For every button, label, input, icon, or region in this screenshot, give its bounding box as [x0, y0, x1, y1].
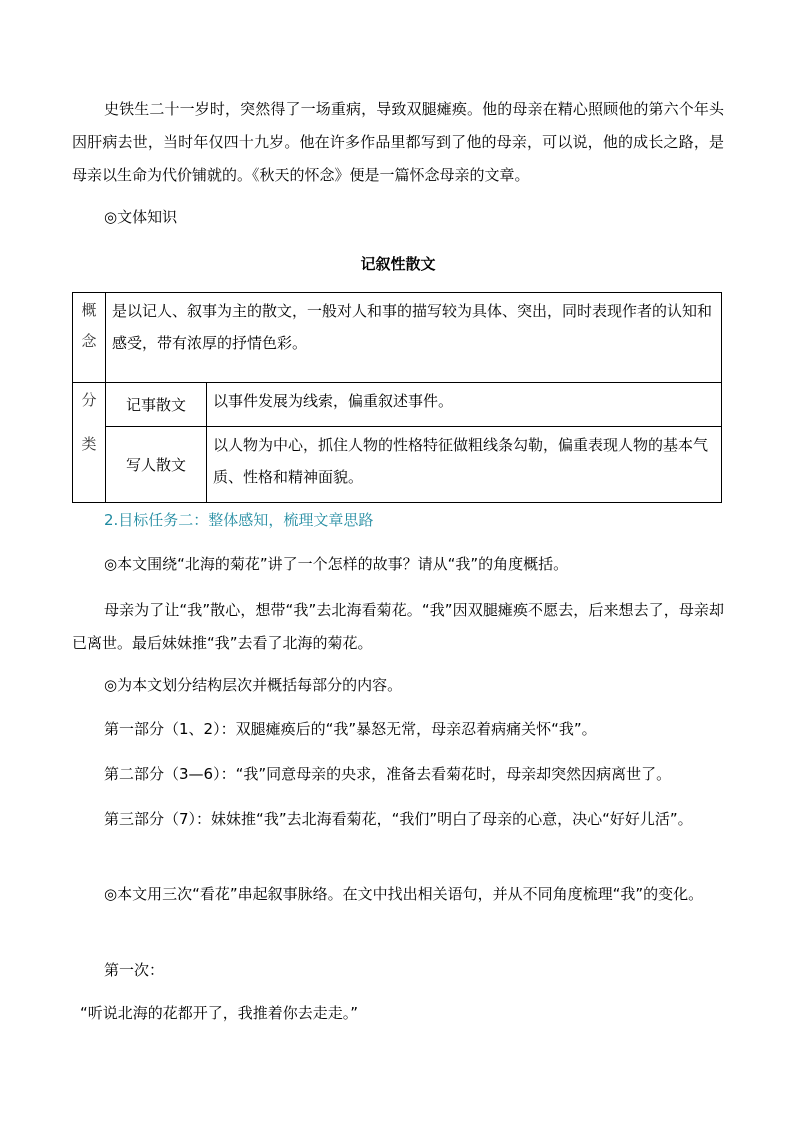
genre-section-marker: ◎文体知识: [104, 208, 178, 226]
concept-label-cell: [73, 293, 106, 383]
task2-heading: 2.目标任务二：整体感知，梳理文章思路: [104, 511, 374, 529]
classification-row-2: [73, 427, 722, 503]
intro-paragraph: 史铁生二十一岁时，突然得了一场重病，导致双腿瘫痪。他的母亲在精心照顾他的第六个年头因肝病去世，当时年仅四十九岁。他在许多作品里都写到了他的母亲，可以说，他的成长之路，是母亲以生命为代价铺就的。《秋天的怀念》便是一篇怀念母亲的文章。: [72, 100, 724, 184]
question-2: ◎为本文划分结构层次并概括每部分的内容。: [104, 676, 403, 694]
question-3: ◎本文用三次“看花”串起叙事脉络。在文中找出相关语句，并从不同角度梳理“我”的变化。: [104, 885, 704, 903]
concept-definition: 是以记人、叙事为主的散文，一般对人和事的描写较为具体、突出，同时表现作者的认知和感受，带有浓厚的抒情色彩。: [106, 293, 722, 383]
answer-1: 母亲为了让“我”散心，想带“我”去北海看菊花。“我”因双腿瘫痪不愿去，后来想去了，母亲却已离世。最后妹妹推“我”去看了北海的菊花。: [72, 601, 724, 652]
classification-label-char-2: 类: [81, 435, 97, 453]
structure-part-1: 第一部分（1、2）：双腿瘫痪后的“我”暴怒无常，母亲忍着病痛关怀“我”。: [104, 720, 597, 738]
subcategory-description: 以人物为中心，抓住人物的性格特征做粗线条勾勒，偏重表现人物的基本气质、性格和精神面貌。: [207, 427, 722, 503]
first-time-label: 第一次：: [104, 961, 165, 979]
genre-table: [72, 292, 722, 503]
structure-part-3: 第三部分（7）：妹妹推“我”去北海看菊花，“我们”明白了母亲的心意，决心“好好儿活”。: [104, 810, 693, 828]
concept-label-char-1: 概: [81, 301, 97, 319]
structure-part-2: 第二部分（3—6）：“我”同意母亲的央求，准备去看菊花时，母亲却突然因病离世了。: [104, 765, 672, 783]
classification-row-1: [73, 383, 722, 427]
classification-label-char-1: 分: [81, 391, 97, 409]
subcategory-name: 写人散文: [106, 427, 207, 503]
concept-label-char-2: 念: [81, 332, 97, 350]
classification-label-cell: [73, 383, 106, 503]
genre-table-title: 记叙性散文: [360, 255, 436, 273]
question-1: ◎本文围绕“北海的菊花”讲了一个怎样的故事？请从“我”的角度概括。: [104, 555, 569, 573]
concept-row: [73, 293, 722, 383]
subcategory-description: 以事件发展为线索，偏重叙述事件。: [207, 383, 722, 427]
first-time-quote: “听说北海的花都开了，我推着你去走走。”: [80, 1004, 359, 1022]
subcategory-name: 记事散文: [106, 383, 207, 427]
